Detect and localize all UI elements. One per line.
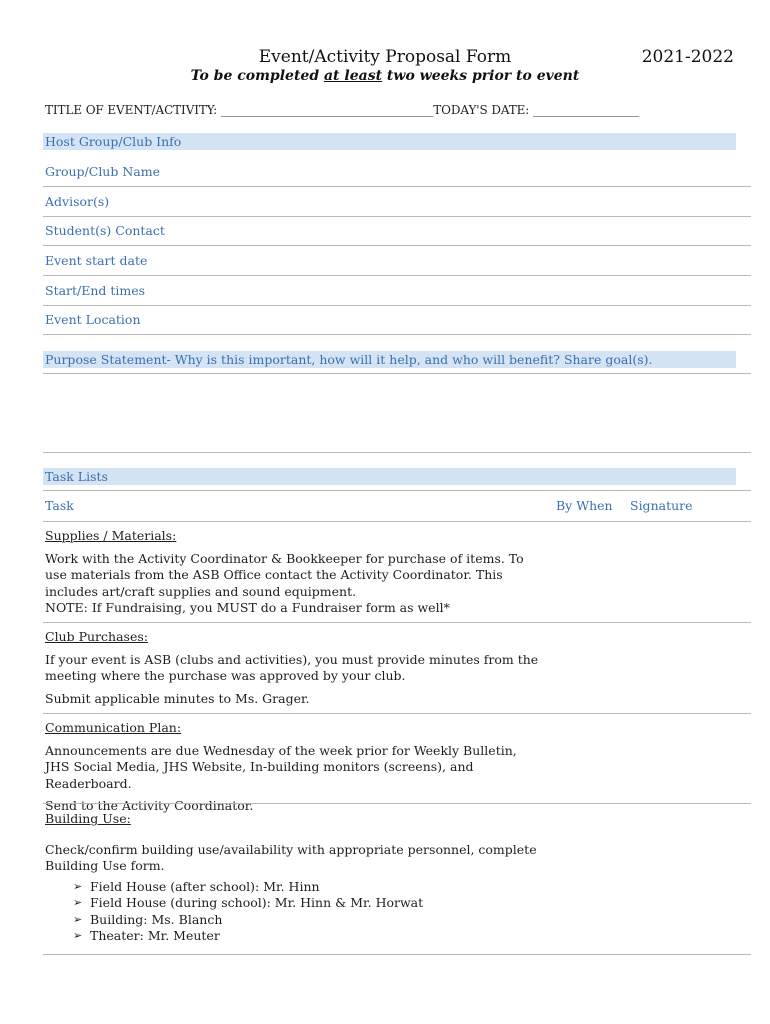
field-label: Student(s) Contact	[45, 223, 165, 238]
divider	[43, 803, 751, 804]
field-label: Event Location	[45, 312, 141, 327]
task-list-header	[43, 468, 736, 485]
list-item	[73, 928, 545, 945]
list-item-text: Building: Ms. Blanch	[90, 911, 223, 927]
divider	[43, 954, 751, 955]
arrow-bullet-icon: ➢	[73, 879, 83, 893]
purpose-answer-area[interactable]	[43, 452, 751, 453]
form-title: Event/Activity Proposal Form	[258, 47, 512, 67]
host-info-heading: Host Group/Club Info	[45, 134, 182, 149]
supplies-title: Supplies / Materials:	[45, 528, 177, 543]
divider	[43, 490, 751, 491]
field-student-contact[interactable]	[43, 217, 751, 246]
supplies-section	[45, 528, 545, 617]
club-purchases-text: If your event is ASB (clubs and activities), you must provide minutes from the meeting where the purchase was approved by your club.	[45, 651, 539, 683]
list-item-text: Field House (after school): Mr. Hinn	[90, 878, 320, 894]
list-item-text: Field House (during school): Mr. Hinn & Mr. Horwat	[90, 895, 424, 910]
arrow-bullet-icon: ➢	[73, 929, 83, 942]
col-signature: Signature	[630, 498, 693, 513]
club-purchases-section	[45, 629, 545, 707]
list-item	[73, 912, 545, 929]
form-subtitle	[0, 68, 770, 84]
todays-date-blank[interactable]: __________________	[532, 103, 640, 117]
col-by-when: By When	[556, 498, 613, 513]
divider	[43, 622, 751, 623]
divider	[43, 713, 751, 714]
communication-title: Communication Plan:	[45, 720, 182, 735]
club-purchases-text2: Submit applicable minutes to Ms. Grager.	[45, 690, 310, 706]
building-contacts-list	[45, 879, 545, 945]
building-use-section	[45, 811, 545, 945]
field-label: Advisor(s)	[45, 194, 110, 209]
field-label: Start/End times	[45, 283, 146, 298]
list-item	[73, 895, 545, 912]
field-start-end-times[interactable]	[43, 276, 751, 306]
supplies-note: NOTE: If Fundraising, you MUST do a Fundraiser form as well*	[45, 600, 450, 615]
purpose-header	[43, 351, 736, 368]
purpose-heading: Purpose Statement- Why is this important, how will it help, and who will benefit? Share goal(s).	[45, 352, 653, 367]
subtitle-underlined: at least	[323, 68, 383, 84]
club-purchases-title: Club Purchases:	[45, 629, 148, 644]
col-task: Task	[45, 498, 74, 513]
event-title-line	[45, 103, 639, 117]
subtitle-pre: To be completed	[190, 68, 324, 84]
divider	[43, 521, 751, 522]
event-title-blank[interactable]: ____________________________________	[220, 103, 434, 117]
arrow-bullet-icon: ➢	[73, 896, 83, 909]
subtitle-post: two weeks prior to event	[382, 68, 580, 84]
todays-date-label: TODAY'S DATE:	[433, 103, 530, 117]
communication-text: Announcements are due Wednesday of the week prior for Weekly Bulletin, JHS Social Media, JHS Website, In-building monitors (screens), and Readerboard.	[45, 742, 517, 791]
communication-section	[45, 720, 545, 815]
building-use-title: Building Use:	[45, 811, 131, 826]
field-event-start-date[interactable]	[43, 246, 751, 276]
supplies-text: Work with the Activity Coordinator & Bookkeeper for purchase of items. To use materials from the ASB Office contact the Activity Coordinator. This includes art/craft supplies and sound equipment.	[45, 550, 524, 599]
host-info-header	[43, 133, 736, 150]
school-year: 2021-2022	[641, 47, 734, 67]
divider	[43, 373, 751, 374]
task-list-heading: Task Lists	[45, 469, 108, 484]
field-label: Event start date	[45, 253, 148, 268]
list-item-text: Theater: Mr. Meuter	[90, 928, 220, 943]
event-title-label: TITLE OF EVENT/ACTIVITY:	[45, 103, 218, 117]
field-group-club-name[interactable]	[43, 152, 751, 187]
field-event-location[interactable]	[43, 306, 751, 335]
list-item	[73, 879, 545, 896]
communication-text2: Send to the Activity Coordinator.	[45, 798, 254, 813]
building-use-text: Check/confirm building use/availability with appropriate personnel, complete Building Use form.	[45, 841, 537, 873]
arrow-bullet-icon: ➢	[73, 912, 83, 926]
field-label: Group/Club Name	[45, 164, 160, 179]
field-advisors[interactable]	[43, 187, 751, 217]
